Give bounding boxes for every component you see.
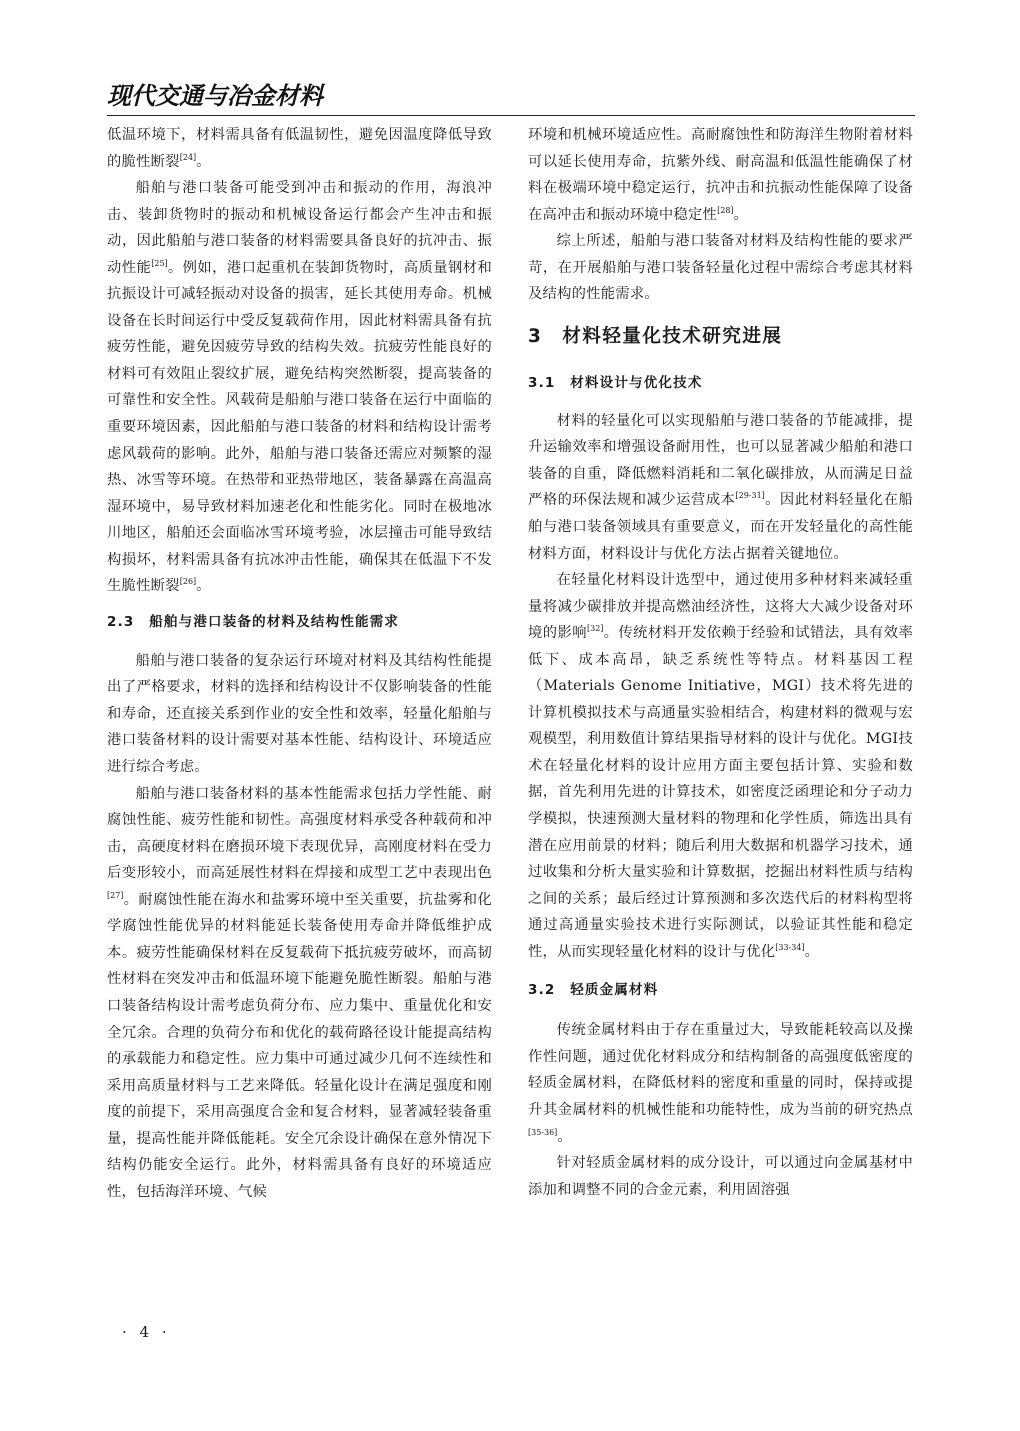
paragraph: 综上所述，船舶与港口装备对材料及结构性能的要求严苛，在开展船舶与港口装备轻量化过程中需综合考虑其材料及结构的性能需求。 [528,233,913,303]
citation: [32] [586,624,604,634]
paragraph: 材料的轻量化可以实现船舶与港口装备的节能减排，提升运输效率和增强设备耐用性，也可以显著减少船舶和港口装备的自重，降低燃料消耗和二氧化碳排放，从而满足日益严格的环保法规和减少运营成本[29-31]。因此材料轻量化在船舶与港口装备领域具有重要意义，而在开发轻量化的高性能材料方面，材料设计与优化方法占据着关键地位。 [528,412,913,562]
section-heading-3-2: 3.2 轻质金属材料 [528,982,659,999]
header-rule [107,115,915,116]
citation: [25] [151,258,168,268]
paragraph: 传统金属材料由于存在重量过大，导致能耗较高以及操作性问题，通过优化材料成分和结构制备的高强度低密度的轻质金属材料，在降低材料的密度和重量的同时，保持或提升其金属材料的机械性能和功能特性，成为当前的研究热点[35-36]。 [528,1022,913,1145]
section-heading-3-1: 3.1 材料设计与优化技术 [528,374,703,391]
paragraph: 船舶与港口装备可能受到冲击和振动的作用，海浪冲击、装卸货物时的振动和机械设备运行都会产生冲击和振动，因此船舶与港口装备的材料需要具备良好的抗冲击、振动性能[25]。例如，港口起重机在装卸货物时，高质量钢材和抗振设计可减轻振动对设备的损害，延长其使用寿命。机械设备在长时间运行中受反复载荷作用，因此材料需具备有抗疲劳性能，避免因疲劳导致的结构失效。抗疲劳性能良好的材料可有效阻止裂纹扩展，避免结构突然断裂，提高装备的可靠性和安全性。风载荷是船舶与港口装备在运行中面临的重要环境因素，因此船舶与港口装备的材料和结构设计需考虑风载荷的影响。此外，船舶与港口装备还需应对频繁的湿热、冰雪等环境。在热带和亚热带地区，装备暴露在高温高湿环境中，易导致材料加速老化和性能劣化。同时在极地冰川地区，船舶还会面临冰雪环境考验，冰层撞击可能导致结构损坏，材料需具备有抗冰冲击性能，确保其在低温下不发生脆性断裂[26]。 [107,180,493,595]
citation: [28] [717,205,734,215]
page-number: · 4 · [122,1323,171,1341]
citation: [26] [179,577,197,587]
journal-logo: 现代交通与冶金材料 [107,81,323,110]
citation: [33-34] [775,942,805,952]
citation: [24] [179,152,197,162]
citation: [35-36] [528,1127,558,1137]
paragraph: 船舶与港口装备的复杂运行环境对材料及其结构性能提出了严格要求，材料的选择和结构设计不仅影响装备的性能和寿命，还直接关系到作业的安全性和效率，轻量化船舶与港口装备材料的设计需要对基本性能、结构设计、环境适应进行综合考虑。 [107,652,492,776]
paragraph: 在轻量化材料设计选型中，通过使用多种材料来减轻重量将减少碳排放并提高燃油经济性，这将大大减少设备对环境的影响[32]。传统材料开发依赖于经验和试错法，具有效率低下、成本高昂，缺乏系统性等特点。材料基因工程（Materials Genome Initiative，MGI）技术将先进的计算机模拟技术与高通量实验相结合，构建材料的微观与宏观模型，利用数值计算结果指导材料的设计与优化。MGI技术在轻量化材料的设计应用方面主要包括计算、实验和数据，首先利用先进的计算技术，如密度泛函理论和分子动力学模拟，快速预测大量材料的物理和化学性质，筛选出具有潜在应用前景的材料；随后利用大数据和机器学习技术，通过收集和分析大量实验和计算数据，挖掘出材料性质与结构之间的关系；最后经过计算预测和多次迭代后的材料构型将通过高通量实验技术进行实际测试，以验证其性能和稳定性，从而实现轻量化材料的设计与优化[33-34]。 [528,572,914,960]
left-column [107,122,492,1205]
paragraph: 针对轻质金属材料的成分设计，可以通过向金属基材中添加和调整不同的合金元素，利用固溶强 [528,1155,913,1198]
paragraph: 低温环境下，材料需具备有低温韧性，避免因温度降低导致的脆性断裂[24]。 [107,127,492,170]
citation: [27] [107,890,124,900]
paragraph: 环境和机械环境适应性。高耐腐蚀性和防海洋生物附着材料可以延长使用寿命，抗紫外线、耐高温和低温性能确保了材料在极端环境中稳定运行，抗冲击和抗振动性能保障了设备在高冲击和振动环境中稳定性[28]。 [528,127,913,223]
paragraph: 船舶与港口装备材料的基本性能需求包括力学性能、耐腐蚀性能、疲劳性能和韧性。高强度材料承受各种载荷和冲击，高硬度材料在磨损环境下表现优异，高刚度材料在受力后变形较小，而高延展性材料在焊接和成型工艺中表现出色[27]。耐腐蚀性能在海水和盐雾环境中至关重要，抗盐雾和化学腐蚀性能优异的材料能延长装备使用寿命并降低维护成本。疲劳性能确保材料在反复载荷下抵抗疲劳破坏，而高韧性材料在突发冲击和低温环境下能避免脆性断裂。船舶与港口装备结构设计需考虑负荷分布、应力集中、重量优化和安全冗余。合理的负荷分布和优化的载荷路径设计能提高结构的承载能力和稳定性。应力集中可通过减少几何不连续性和采用高质量材料与工艺来降低。轻量化设计在满足强度和刚度的前提下，采用高强度合金和复合材料，显著减轻装备重量，提高性能并降低能耗。安全冗余设计确保在意外情况下结构仍能安全运行。此外，材料需具备有良好的环境适应性，包括海洋环境、气候 [107,785,492,1200]
section-heading-3: 3 材料轻量化技术研究进展 [528,325,783,347]
right-column [528,122,913,1203]
section-heading-2-3: 2.3 船舶与港口装备的材料及结构性能需求 [107,613,400,630]
citation: [29-31] [735,491,765,501]
